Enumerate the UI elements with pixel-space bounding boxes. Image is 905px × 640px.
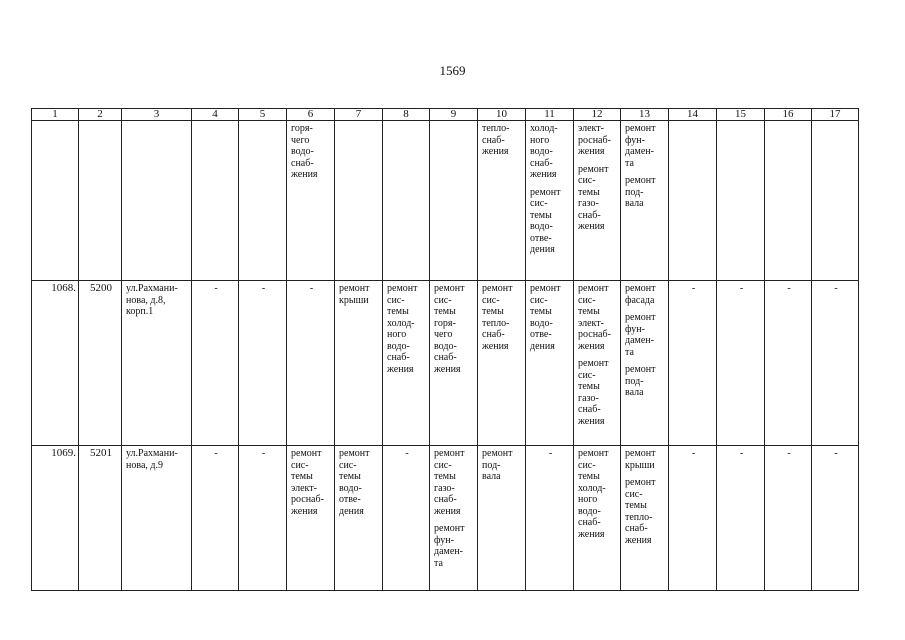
row-address: ул.Рахмани- нова, д.9 <box>122 446 192 591</box>
work-entry: ремонт сис- темы тепло- снаб- жения <box>482 283 513 352</box>
column-header: 14 <box>669 109 717 121</box>
table-cell: - <box>669 446 717 591</box>
table-cell <box>430 446 478 591</box>
table-cell: - <box>239 446 287 591</box>
table-cell <box>122 121 192 281</box>
work-entry: ремонт сис- темы водо- отве- дения <box>339 448 370 517</box>
table-cell <box>478 121 526 281</box>
work-entry: горя- чего водо- снаб- жения <box>291 123 318 180</box>
table-cell: - <box>765 446 812 591</box>
column-header: 7 <box>335 109 383 121</box>
table-cell <box>526 121 574 281</box>
header-row <box>32 109 859 121</box>
column-header: 9 <box>430 109 478 121</box>
row-code: 5200 <box>79 281 122 446</box>
table-cell <box>287 446 335 591</box>
work-entry: ремонт сис- темы холод- ного водо- снаб- жения <box>578 448 609 540</box>
table-row-continuation <box>32 121 859 281</box>
page-number: 1569 <box>439 63 466 78</box>
table-cell: - <box>812 446 859 591</box>
table-cell <box>430 281 478 446</box>
table-cell <box>239 121 287 281</box>
repair-schedule-table <box>31 108 859 591</box>
column-header: 11 <box>526 109 574 121</box>
work-entry: ремонт сис- темы горя- чего водо- снаб- жения <box>434 283 465 375</box>
table-cell <box>717 121 765 281</box>
work-entry: ремонт крыши <box>625 448 656 471</box>
work-entry: элект- роснаб- жения <box>578 123 611 157</box>
work-entry: ремонт крыши <box>339 283 370 306</box>
table-cell <box>383 281 430 446</box>
work-entry: тепло- снаб- жения <box>482 123 510 157</box>
work-entry: ремонт сис- темы газо- снаб- жения <box>434 448 465 517</box>
table-cell <box>430 121 478 281</box>
table-cell <box>812 121 859 281</box>
work-entry: ремонт фун- дамен- та <box>625 123 656 169</box>
column-header: 15 <box>717 109 765 121</box>
work-entry: ремонт фасада <box>625 283 656 306</box>
table-cell <box>574 121 621 281</box>
table-cell: - <box>765 281 812 446</box>
row-code: 5201 <box>79 446 122 591</box>
column-header: 16 <box>765 109 812 121</box>
table-cell: - <box>717 281 765 446</box>
work-entry: ремонт сис- темы элект- роснаб- жения <box>578 283 611 352</box>
work-entry: ремонт фун- дамен- та <box>625 312 656 358</box>
table-cell <box>526 281 574 446</box>
table-cell <box>335 121 383 281</box>
work-entry: ремонт сис- темы водо- отве- дения <box>530 186 561 255</box>
table-cell <box>574 446 621 591</box>
table-cell <box>335 281 383 446</box>
column-header: 13 <box>621 109 669 121</box>
column-header: 17 <box>812 109 859 121</box>
table-cell: - <box>287 281 335 446</box>
table-cell <box>32 121 79 281</box>
work-entry: ремонт сис- темы газо- снаб- жения <box>578 358 609 427</box>
column-header: 2 <box>79 109 122 121</box>
table-cell <box>621 281 669 446</box>
table-row-1068 <box>32 281 859 446</box>
work-entry: ремонт сис- темы элект- роснаб- жения <box>291 448 324 517</box>
table-cell <box>669 121 717 281</box>
table-cell <box>765 121 812 281</box>
table-cell <box>192 121 239 281</box>
row-number: 1068. <box>32 281 79 446</box>
work-entry: ремонт под- вала <box>625 175 656 209</box>
column-header: 8 <box>383 109 430 121</box>
table-cell: - <box>526 446 574 591</box>
work-entry: ремонт под- вала <box>482 448 513 482</box>
work-entry: ремонт сис- темы холод- ного водо- снаб- жения <box>387 283 418 375</box>
row-address: ул.Рахмани- нова, д.8, корп.1 <box>122 281 192 446</box>
table-cell <box>478 446 526 591</box>
work-entry: ремонт сис- темы тепло- снаб- жения <box>625 477 656 546</box>
column-header: 6 <box>287 109 335 121</box>
column-header: 3 <box>122 109 192 121</box>
column-header: 10 <box>478 109 526 121</box>
work-entry: ремонт сис- темы газо- снаб- жения <box>578 163 609 232</box>
table-cell: - <box>239 281 287 446</box>
column-header: 1 <box>32 109 79 121</box>
table-cell <box>383 121 430 281</box>
row-number: 1069. <box>32 446 79 591</box>
table-cell <box>574 281 621 446</box>
table-cell: - <box>192 446 239 591</box>
table-cell <box>79 121 122 281</box>
table-row-1069 <box>32 446 859 591</box>
table-cell <box>287 121 335 281</box>
table-cell <box>621 446 669 591</box>
table-cell: - <box>812 281 859 446</box>
work-entry: холод- ного водо- снаб- жения <box>530 123 558 180</box>
work-entry: ремонт под- вала <box>625 364 656 398</box>
table-cell: - <box>383 446 430 591</box>
table-cell: - <box>669 281 717 446</box>
column-header: 12 <box>574 109 621 121</box>
column-header: 5 <box>239 109 287 121</box>
table-cell <box>335 446 383 591</box>
table-cell: - <box>192 281 239 446</box>
table-cell <box>478 281 526 446</box>
table-cell: - <box>717 446 765 591</box>
work-entry: ремонт сис- темы водо- отве- дения <box>530 283 561 352</box>
work-entry: ремонт фун- дамен- та <box>434 523 465 569</box>
column-header: 4 <box>192 109 239 121</box>
table-cell <box>621 121 669 281</box>
